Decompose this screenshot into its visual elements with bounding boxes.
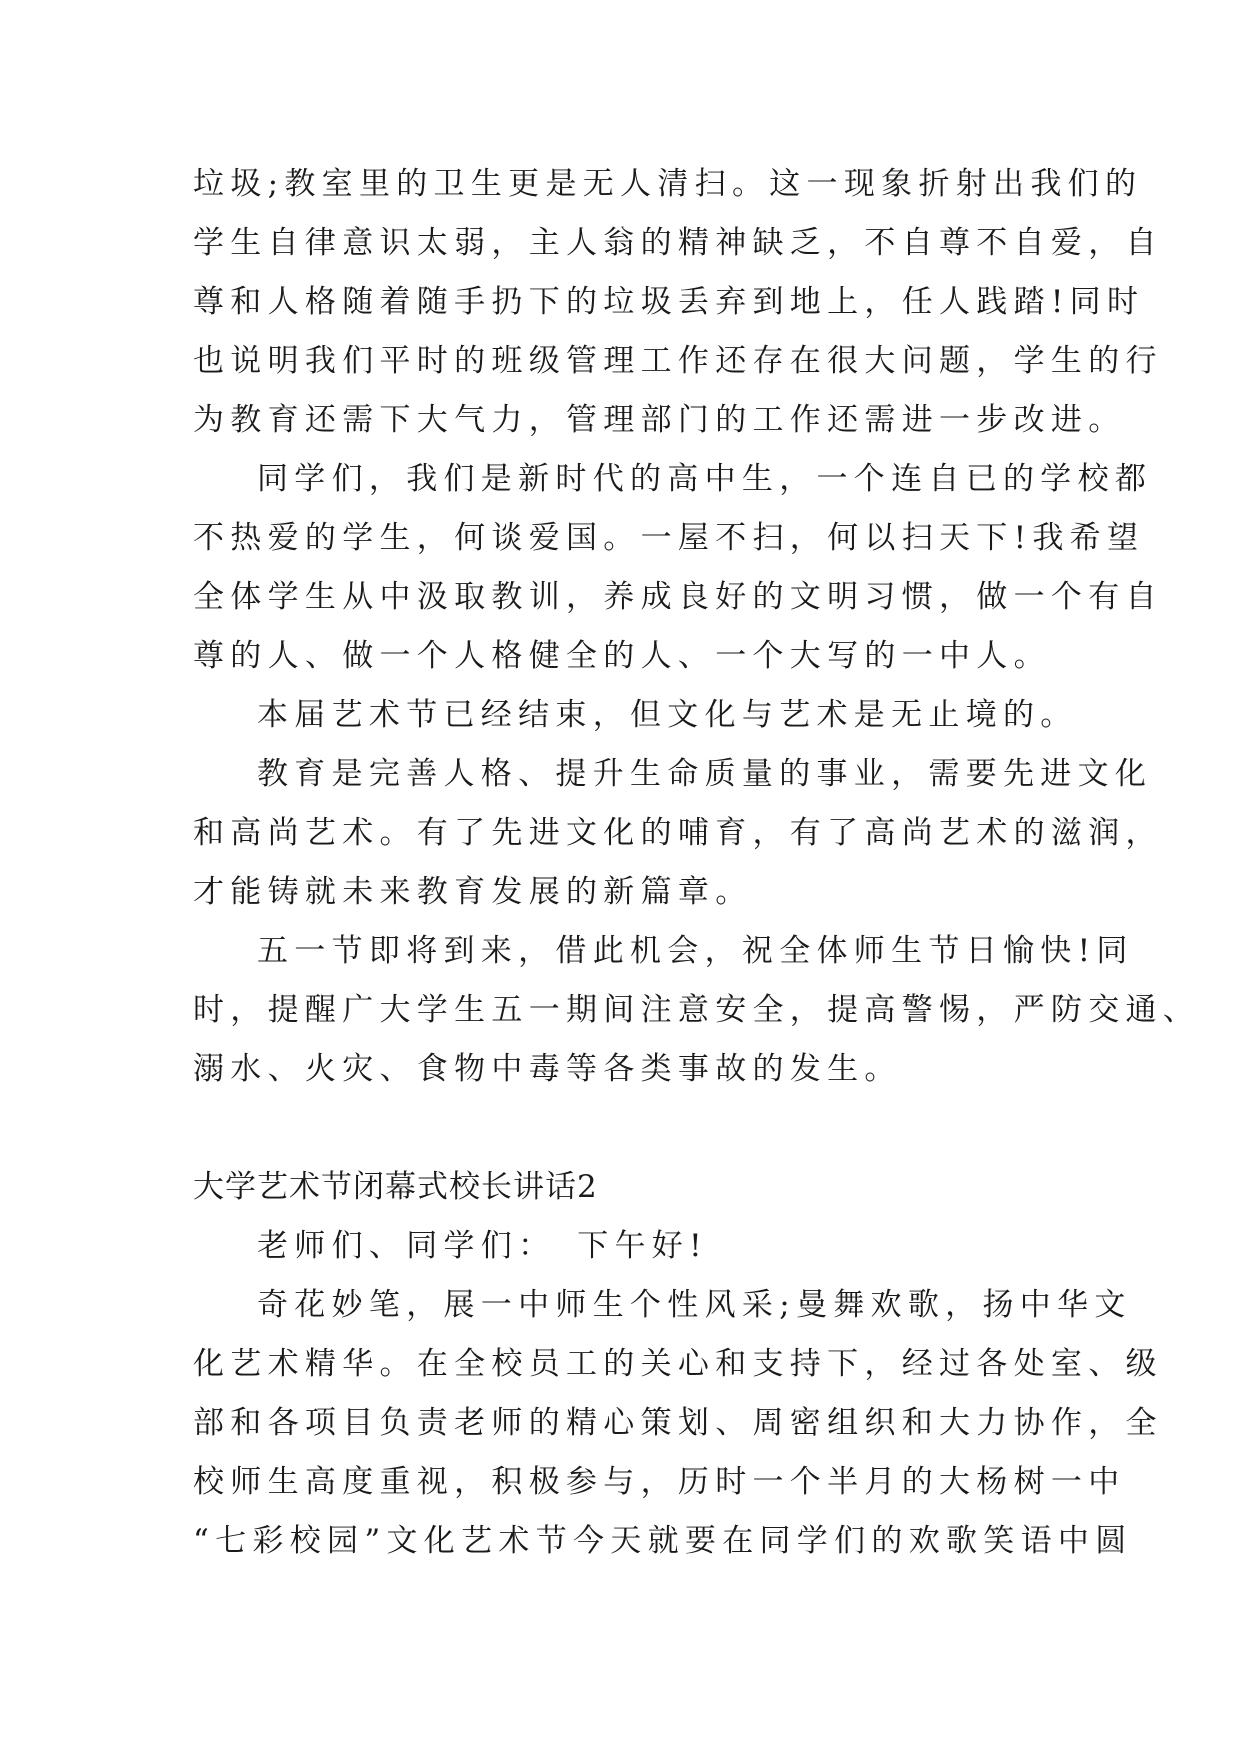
document-page — [193, 155, 1201, 1571]
text-line: 化艺术精华。在全校员工的关心和支持下，经过各处室、级 — [193, 1346, 1163, 1382]
text-line: 奇花妙笔，展一中师生个性风采;曼舞欢歌，扬中华文 — [257, 1287, 1132, 1323]
text-line: 部和各项目负责老师的精心策划、周密组织和大力协作，全 — [193, 1405, 1163, 1441]
text-line: “七彩校园”文化艺术节今天就要在同学们的欢歌笑语中圆 — [193, 1523, 1133, 1559]
text-line: 尊和人格随着随手扔下的垃圾丢弃到地上，任人践踏!同时 — [193, 284, 1145, 320]
text-line: 学生自律意识太弱，主人翁的精神缺乏，不自尊不自爱，自 — [193, 225, 1163, 261]
text-line: 尊的人、做一个人格健全的人、一个大写的一中人。 — [193, 638, 1051, 674]
text-line: 和高尚艺术。有了先进文化的哺育，有了高尚艺术的滋润， — [193, 815, 1163, 851]
text-line: 才能铸就未来教育发展的新篇章。 — [193, 874, 753, 910]
text-line: 也说明我们平时的班级管理工作还存在很大问题，学生的行 — [193, 343, 1163, 379]
text-line: 同学们，我们是新时代的高中生，一个连自已的学校都 — [257, 461, 1153, 497]
section-heading: 大学艺术节闭幕式校长讲话2 — [193, 1169, 598, 1205]
text-line: 教育是完善人格、提升生命质量的事业，需要先进文化 — [257, 756, 1153, 792]
text-line: 垃圾;教室里的卫生更是无人清扫。这一现象折射出我们的 — [193, 166, 1143, 202]
text-line: 不热爱的学生，何谈爱国。一屋不扫，何以扫天下!我希望 — [193, 520, 1145, 556]
section-spacer — [193, 1099, 1053, 1158]
text-line: 溺水、火灾、食物中毒等各类事故的发生。 — [193, 1051, 902, 1087]
text-line: 全体学生从中汲取教训，养成良好的文明习惯，做一个有自 — [193, 579, 1163, 615]
text-line: 五一节即将到来，借此机会，祝全体师生节日愉快!同 — [257, 933, 1134, 969]
text-line: 为教育还需下大气力，管理部门的工作还需进一步改进。 — [193, 402, 1126, 438]
text-line: 本届艺术节已经结束，但文化与艺术是无止境的。 — [257, 697, 1078, 733]
text-line: 时，提醒广大学生五一期间注意安全，提高警惕，严防交通、 — [193, 992, 1201, 1028]
text-line: 校师生高度重视，积极参与，历时一个半月的大杨树一中 — [193, 1464, 1126, 1500]
greeting-line: 老师们、同学们： 下午好! — [257, 1228, 708, 1264]
